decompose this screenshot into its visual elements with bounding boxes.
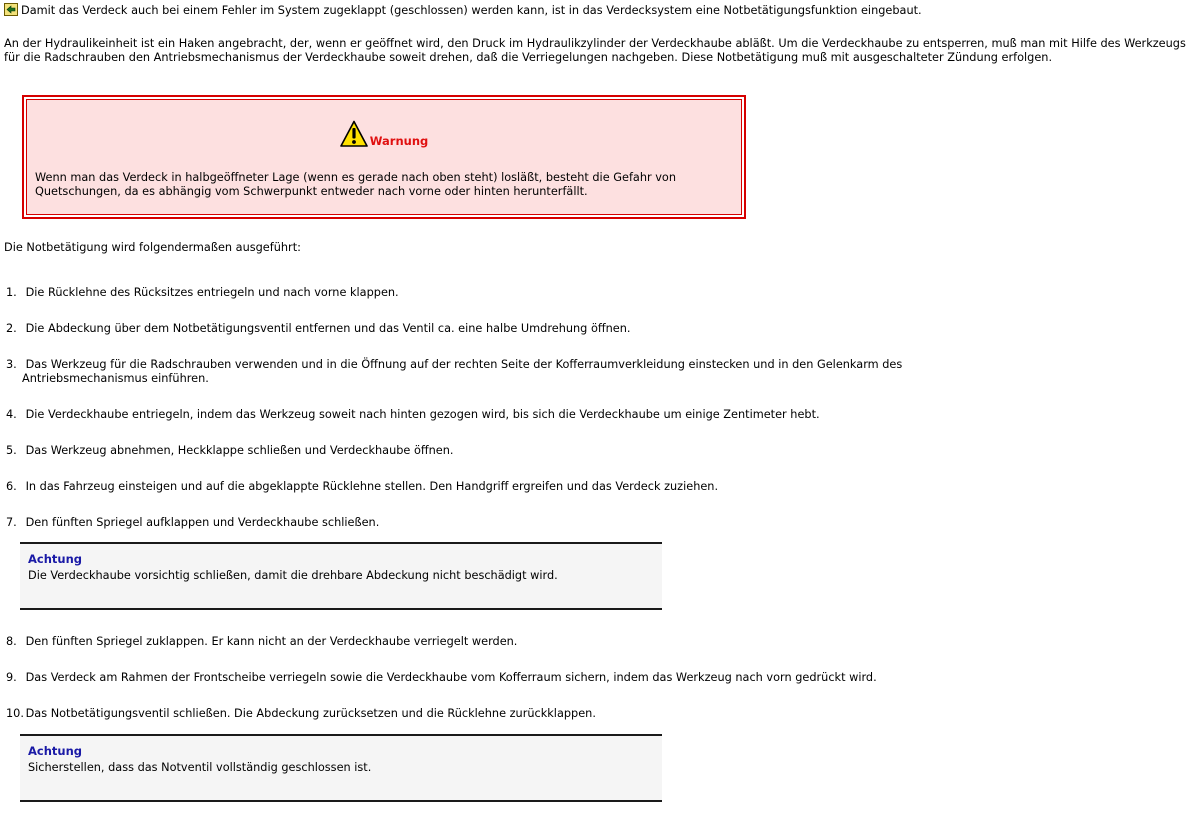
step-number: 3. xyxy=(6,358,17,371)
step-text-continued: Antriebsmechanismus einführen. xyxy=(22,372,209,385)
warning-box xyxy=(22,95,746,219)
step-item xyxy=(4,286,1184,300)
back-arrow-icon[interactable] xyxy=(4,3,18,16)
intro-paragraph xyxy=(4,3,922,18)
caution-text: Sicherstellen, dass das Notventil vollständig geschlossen ist. xyxy=(28,761,372,774)
caution-box xyxy=(20,734,662,802)
warning-title: Warnung xyxy=(369,134,429,148)
step-text: Die Abdeckung über dem Notbetätigungsventil entfernen und das Ventil ca. eine halbe Umdrehung öffnen. xyxy=(25,322,631,335)
step-number: 6. xyxy=(6,480,17,493)
step-number: 8. xyxy=(6,635,17,648)
step-text: Den fünften Spriegel aufklappen und Verdeckhaube schließen. xyxy=(25,516,380,529)
step-item xyxy=(4,480,1184,494)
step-text: Das Verdeck am Rahmen der Frontscheibe verriegeln sowie die Verdeckhaube vom Kofferraum sichern, indem das Werkzeug nach vorn gedrückt wird. xyxy=(25,671,877,684)
caution-title: Achtung xyxy=(28,744,83,758)
step-item xyxy=(4,444,1184,458)
step-number: 5. xyxy=(6,444,17,457)
step-item xyxy=(4,707,1184,721)
step-number: 9. xyxy=(6,671,17,684)
step-item xyxy=(4,635,1184,649)
caution-text: Die Verdeckhaube vorsichtig schließen, damit die drehbare Abdeckung nicht beschädigt wird. xyxy=(28,569,558,582)
step-number: 2. xyxy=(6,322,17,335)
step-text: Den fünften Spriegel zuklappen. Er kann nicht an der Verdeckhaube verriegelt werden. xyxy=(25,635,518,648)
step-number: 1. xyxy=(6,286,17,299)
step-text: Das Werkzeug für die Radschrauben verwenden und in die Öffnung auf der rechten Seite der Kofferraumverkleidung einstecken und in den Gelenkarm des xyxy=(25,358,903,371)
step-number: 10. xyxy=(6,707,24,720)
caution-title: Achtung xyxy=(28,552,83,566)
step-item xyxy=(4,358,1184,386)
intro-paragraph-2: An der Hydraulikeinheit ist ein Haken angebracht, der, wenn er geöffnet wird, den Druck im Hydraulikzylinder der Verdeckhaube abläßt. Um die Verdeckhaube zu entsperren, muß man mit Hilfe des Werkzeugs für die Radschrauben den Antriebsmechanismus der Verdeckhaube soweit drehen, daß die Verriegelungen nachgeben. Diese Notbetätigung muß mit ausgeschalteter Zündung erfolgen. xyxy=(4,37,1186,64)
intro-text-1: Damit das Verdeck auch bei einem Fehler im System zugeklappt (geschlossen) werden kann, ist in das Verdecksystem eine Notbetätigungsfunktion eingebaut. xyxy=(21,4,922,17)
step-text: Das Werkzeug abnehmen, Heckklappe schließen und Verdeckhaube öffnen. xyxy=(25,444,454,457)
step-text: In das Fahrzeug einsteigen und auf die abgeklappte Rücklehne stellen. Den Handgriff ergreifen und das Verdeck zuziehen. xyxy=(25,480,719,493)
step-number: 4. xyxy=(6,408,17,421)
warning-inner xyxy=(26,99,742,215)
step-item xyxy=(4,671,1184,685)
caution-box xyxy=(20,542,662,610)
step-item xyxy=(4,516,1184,530)
step-text: Die Rücklehne des Rücksitzes entriegeln und nach vorne klappen. xyxy=(25,286,399,299)
warning-triangle-icon xyxy=(340,120,368,148)
warning-header xyxy=(27,120,741,154)
step-number: 7. xyxy=(6,516,17,529)
warning-text: Wenn man das Verdeck in halbgeöffneter Lage (wenn es gerade nach oben steht) losläßt, besteht die Gefahr von Quetschungen, da es abhängig vom Schwerpunkt entweder nach vorne oder hinten herunterfällt. xyxy=(35,171,676,198)
step-item xyxy=(4,408,1184,422)
step-text: Das Notbetätigungsventil schließen. Die Abdeckung zurücksetzen und die Rücklehne zurückklappen. xyxy=(25,707,596,720)
step-text: Die Verdeckhaube entriegeln, indem das Werkzeug soweit nach hinten gezogen wird, bis sich die Verdeckhaube um einige Zentimeter hebt. xyxy=(25,408,820,421)
step-item xyxy=(4,322,1184,336)
procedure-lead: Die Notbetätigung wird folgendermaßen ausgeführt: xyxy=(4,241,301,254)
